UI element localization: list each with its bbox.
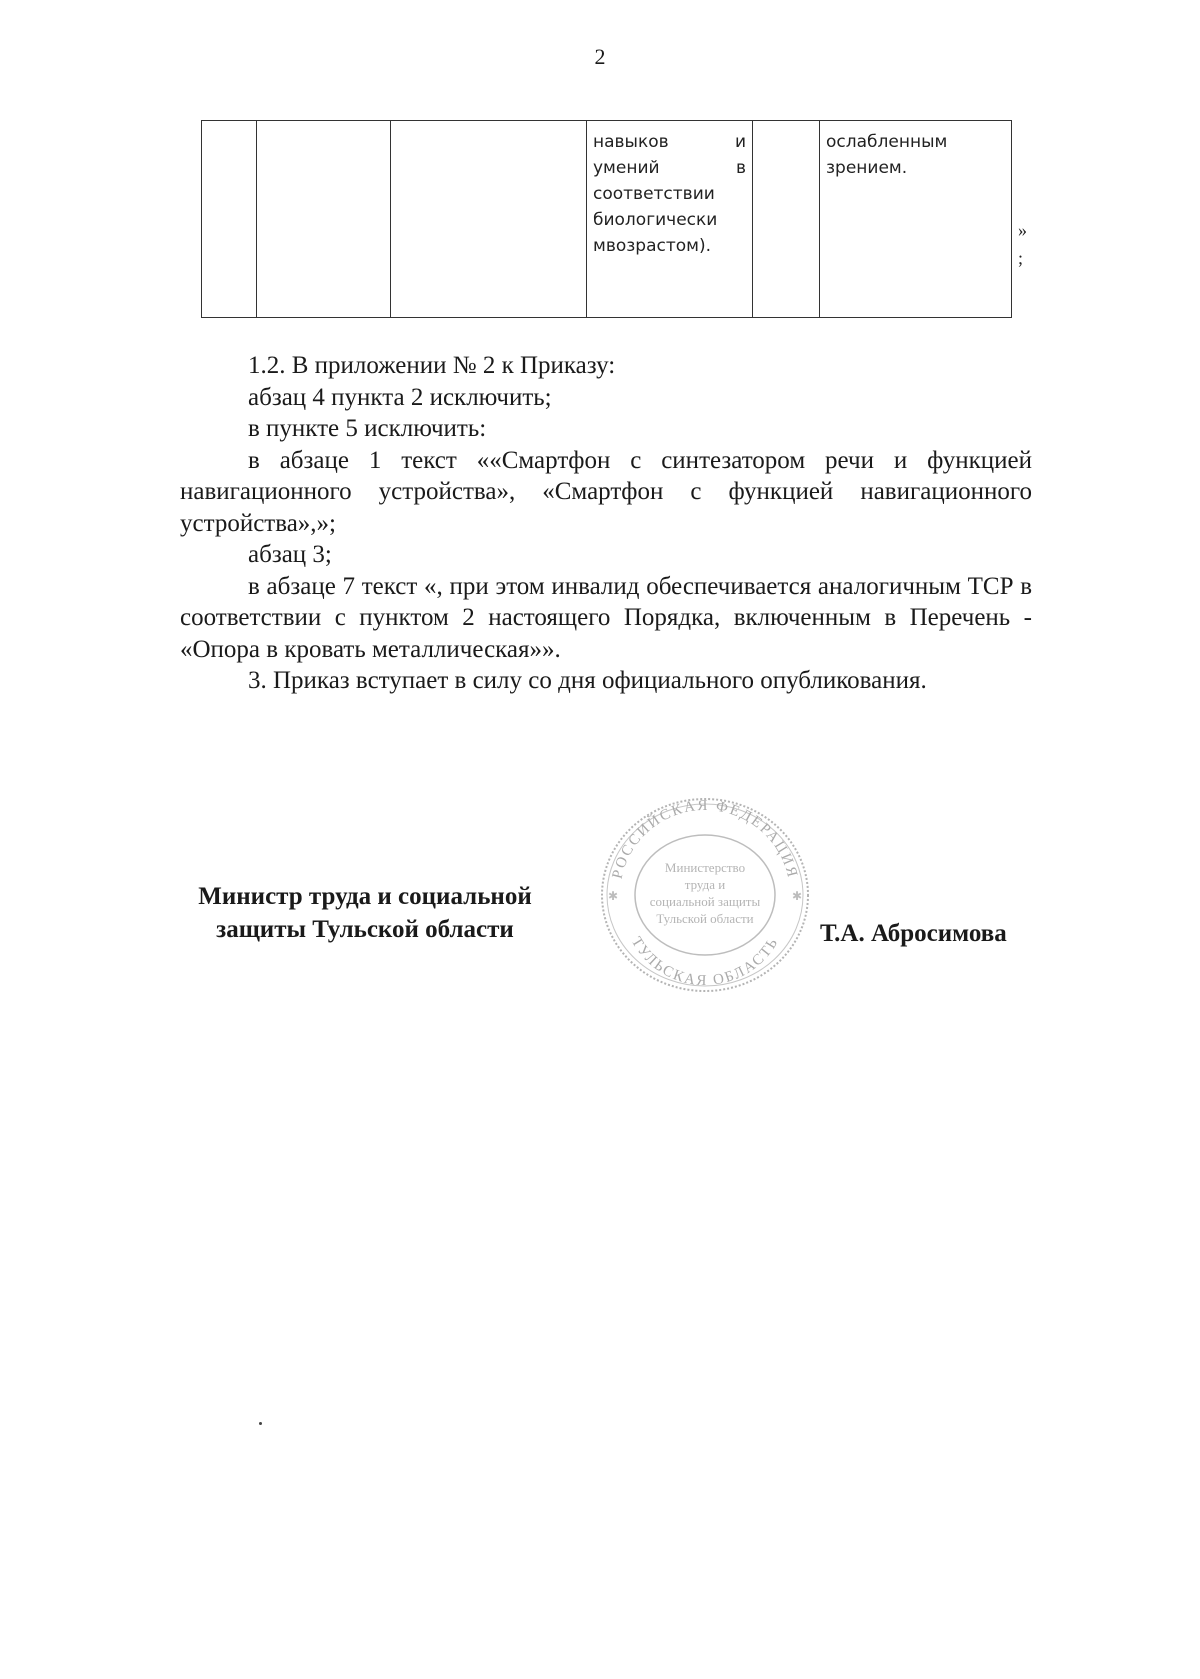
- paragraph: в пункте 5 исключить:: [248, 415, 487, 442]
- table-cell-2: [257, 121, 391, 318]
- cell4-text: в: [735, 158, 746, 178]
- cell4-text: умений: [593, 158, 660, 178]
- cell6-line-1: ослабленным: [826, 132, 948, 152]
- page-number: 2: [594, 44, 606, 69]
- paragraph: абзац 3;: [248, 541, 332, 568]
- seal-star-left: ✱: [608, 889, 619, 903]
- seal-inner-line-3: социальной защиты: [649, 894, 761, 909]
- closing-quote: »: [1018, 220, 1027, 240]
- table-cell-6: [820, 121, 1012, 318]
- paragraph: 3. Приказ вступает в силу со дня официального опубликования.: [248, 667, 927, 694]
- paragraph: абзац 4 пункта 2 исключить;: [248, 383, 552, 411]
- cell6-line-2: зрением.: [826, 158, 908, 178]
- paragraph: в абзаце 7 текст «, при этом инвалид обеспечивается аналогичным ТСР в соответствии с пунктом 2 настоящего Порядка, включенным в Перечень - «Опора в кровать металлическая»».: [180, 572, 1032, 663]
- body-text: [180, 350, 1032, 697]
- table-cell-1: [202, 121, 257, 318]
- seal-star-right: ✱: [792, 889, 803, 903]
- seal-outer-bottom-text: ТУЛЬСКАЯ ОБЛАСТЬ: [627, 934, 783, 990]
- signatory-title-line-1: Министр труда и социальной: [198, 883, 532, 910]
- seal-inner-line-1: Министерство: [664, 860, 746, 875]
- cell4-line-3: соответствии: [593, 184, 715, 204]
- paragraph: в абзаце 1 текст ««Смартфон с синтезатором речи и функцией навигационного устройства», «Смартфон с функцией навигационного устройства»,»;: [180, 446, 1032, 537]
- official-seal: [590, 790, 820, 1000]
- scan-speck: [259, 1422, 262, 1425]
- signatory-name: Т.А. Абросимова: [820, 920, 1007, 947]
- signatory-title: [170, 880, 560, 946]
- continuation-table: [201, 120, 1012, 318]
- cell4-line-5: мвозрастом).: [593, 236, 712, 256]
- cell4-line-2: [593, 155, 746, 181]
- cell4-text: навыков: [593, 132, 669, 152]
- seal-inner-line-4: Тульской области: [656, 911, 754, 926]
- table-cell-5: [753, 121, 820, 318]
- paragraph: 1.2. В приложении № 2 к Приказу:: [248, 352, 616, 379]
- seal-outer-top-text: РОССИЙСКАЯ ФЕДЕРАЦИЯ: [609, 797, 801, 881]
- table-cell-4: [587, 121, 753, 318]
- cell4-line-4: биологически: [593, 210, 718, 230]
- cell4-line-1: [593, 129, 746, 155]
- table-closing-marks: [1018, 216, 1027, 272]
- cell4-text: и: [734, 132, 746, 152]
- seal-inner-line-2: труда и: [684, 877, 726, 892]
- table-row: [202, 121, 1012, 318]
- table-cell-3: [391, 121, 587, 318]
- closing-semicolon: ;: [1018, 248, 1024, 268]
- signatory-title-line-2: защиты Тульской области: [216, 916, 514, 943]
